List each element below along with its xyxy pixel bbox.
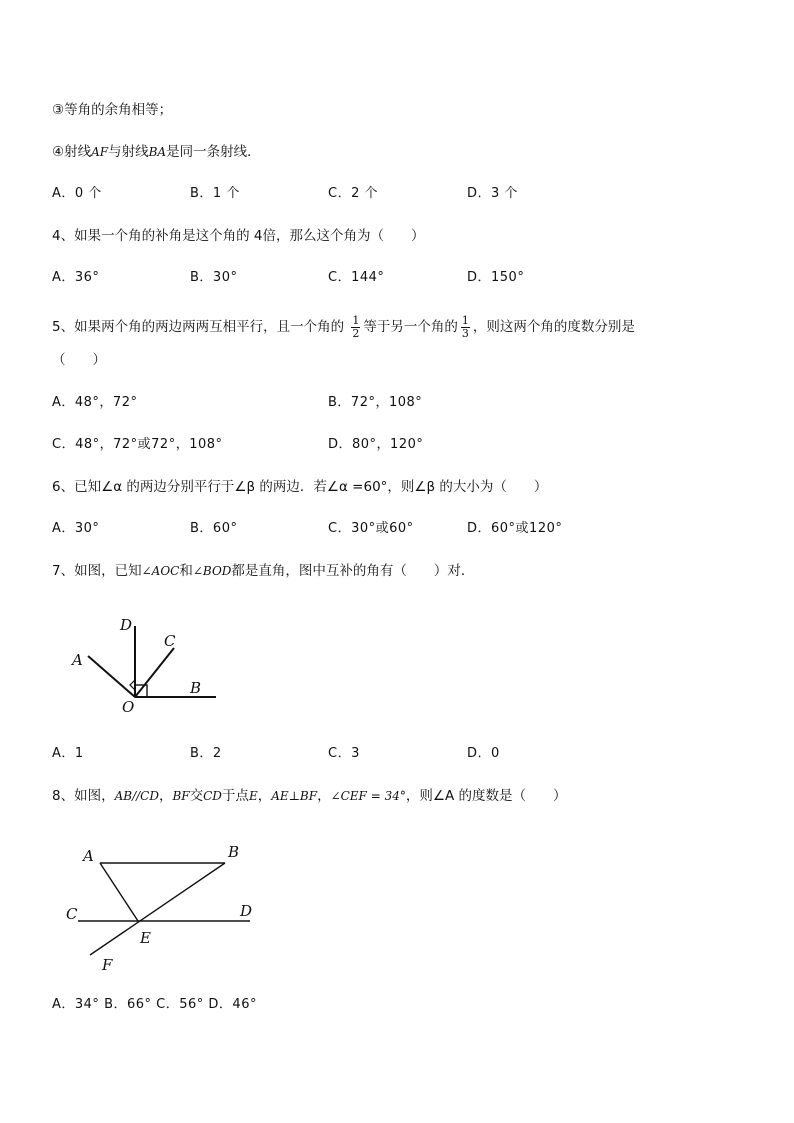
statement-4-pre: ④射线 — [52, 144, 92, 160]
q8-point-e: E — [248, 789, 258, 803]
q5-option-a: A．48°，72° — [52, 395, 138, 410]
q6-option-c: C．30°或60° — [328, 521, 414, 536]
q5-option-c: C．48°，72°或72°，108° — [52, 437, 223, 452]
q7-mid: 和 — [179, 563, 193, 579]
q5-pre: 5、如果两个角的两边两两互相平行，且一个角的 — [52, 319, 345, 335]
q6-option-d: D．60°或120° — [467, 521, 563, 536]
q8-text: 于点 — [221, 788, 249, 804]
label-b: B — [228, 843, 240, 861]
question-7 — [52, 562, 474, 580]
statement-4 — [52, 143, 261, 161]
q6-option-a: A．30° — [52, 521, 100, 536]
q5-option-b: B．72°，108° — [328, 395, 423, 410]
q8-ae-perp-bf: AE⊥BF — [271, 789, 318, 803]
angle-aoc: ∠AOC — [141, 564, 180, 578]
q8-cd: CD — [203, 789, 222, 803]
q8-comma: ， — [257, 788, 272, 804]
label-c: C — [164, 632, 176, 650]
q5-answer-paren: （ ） — [52, 352, 106, 368]
question-5 — [52, 312, 635, 342]
q8-angle-cef: ∠CEF = 34° — [330, 789, 406, 803]
q6-option-b: B．60° — [190, 521, 238, 536]
q8-comma: ， — [317, 788, 331, 804]
label-d: D — [120, 616, 133, 634]
label-e: E — [140, 929, 151, 947]
label-d: D — [240, 902, 253, 920]
q5-post: ，则这两个角的度数分别是 — [472, 319, 635, 335]
ray-oc — [135, 648, 174, 697]
figure-q8-parallel-lines — [60, 838, 270, 978]
q4-option-d: D．150° — [467, 270, 525, 285]
statement-4-mid: 与射线 — [108, 144, 149, 160]
q8-options: A．34° B．66° C．56° D．46° — [52, 997, 257, 1012]
q7-pre: 7、如图，已知 — [52, 563, 142, 579]
question-4: 4、如果一个角的补角是这个角的 4倍，那么这个角为（ ） — [52, 228, 425, 244]
fraction-numerator: 1 — [352, 313, 360, 327]
q7-option-c: C．3 — [328, 746, 360, 761]
q8-pre: 8、如图， — [52, 788, 115, 804]
label-f: F — [102, 956, 113, 974]
question-6: 6、已知∠α 的两边分别平行于∠β 的两边．若∠α =60°，则∠β 的大小为（ ） — [52, 479, 548, 495]
q7-option-a: A．1 — [52, 746, 84, 761]
q8-bf: BF — [172, 789, 190, 803]
q5-mid: 等于另一个角的 — [363, 319, 458, 335]
q4-option-b: B．30° — [190, 270, 238, 285]
q3-option-c: C．2 个 — [328, 186, 378, 201]
label-a: A — [72, 651, 83, 669]
q4-option-a: A．36° — [52, 270, 100, 285]
q3-option-d: D．3 个 — [467, 186, 518, 201]
q4-option-c: C．144° — [328, 270, 385, 285]
label-a: A — [83, 847, 94, 865]
label-c: C — [66, 905, 78, 923]
question-8 — [52, 787, 566, 805]
segment-ae — [100, 863, 138, 921]
fraction-denominator: 2 — [352, 326, 360, 340]
ray-ba: BA — [148, 145, 167, 159]
figure-q7-angles — [60, 608, 230, 718]
statement-3: ③等角的余角相等； — [52, 102, 173, 118]
q8-ab-parallel-cd: AB//CD — [114, 789, 159, 803]
angle-bod: ∠BOD — [192, 564, 232, 578]
q5-option-d: D．80°，120° — [328, 437, 424, 452]
q7-option-d: D．0 — [467, 746, 500, 761]
label-b: B — [190, 679, 202, 697]
ray-oa — [88, 656, 135, 697]
fraction-denominator: 3 — [461, 326, 469, 340]
fraction-numerator: 1 — [461, 313, 469, 327]
statement-4-post: 是同一条射线． — [166, 144, 261, 160]
ray-af: AF — [91, 145, 109, 159]
q8-text: 交 — [189, 788, 204, 804]
q8-post: ，则∠A 的度数是（ ） — [405, 788, 567, 804]
line-bf — [90, 863, 225, 955]
q7-post: 都是直角，图中互补的角有（ ）对． — [231, 563, 475, 579]
label-o: O — [122, 698, 135, 716]
q3-option-b: B．1 个 — [190, 186, 240, 201]
fraction-one-third — [461, 315, 470, 340]
fraction-one-half — [351, 315, 360, 340]
q7-option-b: B．2 — [190, 746, 222, 761]
q8-comma: ， — [158, 788, 173, 804]
q3-option-a: A．0 个 — [52, 186, 102, 201]
